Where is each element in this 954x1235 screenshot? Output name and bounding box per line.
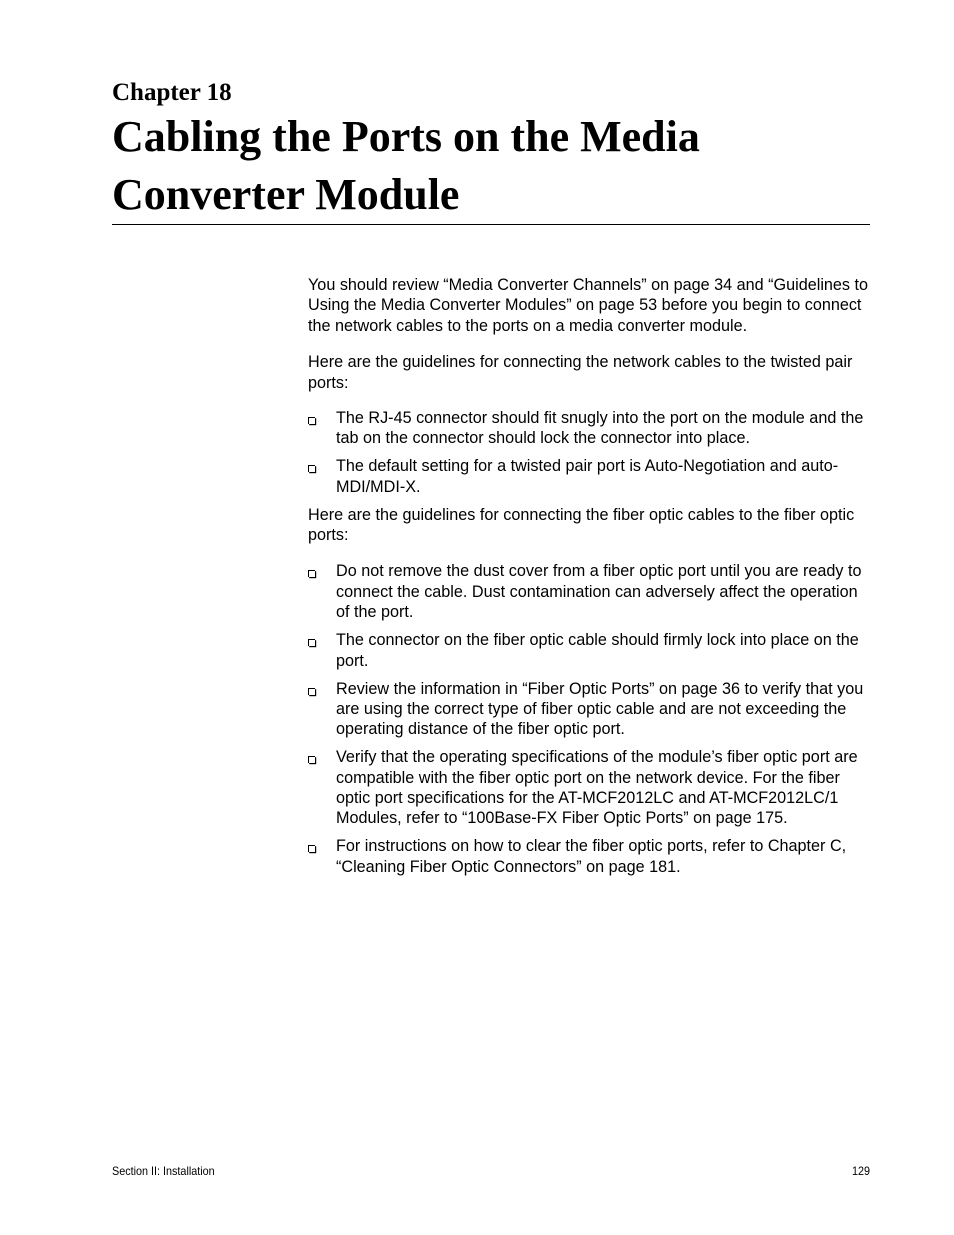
checkbox-bullet-icon xyxy=(308,679,322,699)
list-item-text: The connector on the fiber optic cable should firmly lock into place on the port. xyxy=(336,631,859,670)
checkbox-bullet-icon xyxy=(308,456,322,476)
chapter-title-line-1: Cabling the Ports on the Media xyxy=(112,112,700,161)
footer-page-number: 129 xyxy=(851,1164,870,1178)
chapter-title xyxy=(112,108,872,224)
twisted-pair-intro: Here are the guidelines for connecting the network cables to the twisted pair ports: xyxy=(308,353,853,392)
list-item-text: Review the information in “Fiber Optic Ports” on page 36 to verify that you are using the correct type of fiber optic cable and are not exceeding the operating distance of the fiber optic port. xyxy=(336,679,864,739)
list-item-text: The RJ-45 connector should fit snugly into the port on the module and the tab on the connector should lock the connector into place. xyxy=(336,409,864,448)
body-column xyxy=(308,275,872,885)
list-item xyxy=(308,679,872,740)
list-item xyxy=(308,456,872,497)
list-item-text: Do not remove the dust cover from a fiber optic port until you are ready to connect the cable. Dust contamination can adversely affect the operation of the port. xyxy=(336,562,862,622)
list-item xyxy=(308,630,872,671)
footer-section-label: Section II: Installation xyxy=(112,1164,215,1178)
twisted-pair-guidelines-list xyxy=(308,408,872,497)
list-item-text: For instructions on how to clear the fiber optic ports, refer to Chapter C, “Cleaning Fiber Optic Connectors” on page 181. xyxy=(336,837,847,876)
list-item-text: The default setting for a twisted pair port is Auto-Negotiation and auto-MDI/MDI-X. xyxy=(336,457,839,496)
intro-paragraph: You should review “Media Converter Channels” on page 34 and “Guidelines to Using the Media Converter Modules” on page 53 before you begin to connect the network cables to the ports on a media converter module. xyxy=(308,276,869,335)
list-item xyxy=(308,561,872,622)
list-item xyxy=(308,836,872,877)
checkbox-bullet-icon xyxy=(308,630,322,650)
checkbox-bullet-icon xyxy=(308,836,322,856)
fiber-optic-guidelines-list xyxy=(308,561,872,877)
list-item xyxy=(308,747,872,829)
title-divider xyxy=(112,224,870,225)
list-item-text: Verify that the operating specifications of the module’s fiber optic port are compatible with the fiber optic port on the network device. For the fiber optic port specifications for the AT-MCF2012LC and AT-MCF2012LC/1 Modules, refer to “100Base-FX Fiber Optic Ports” on page 175. xyxy=(336,748,858,828)
chapter-label: Chapter 18 xyxy=(112,79,232,106)
chapter-title-line-2: Converter Module xyxy=(112,170,460,219)
checkbox-bullet-icon xyxy=(308,747,322,767)
list-item xyxy=(308,408,872,449)
checkbox-bullet-icon xyxy=(308,561,322,581)
fiber-optic-intro: Here are the guidelines for connecting the fiber optic cables to the fiber optic ports: xyxy=(308,505,855,545)
checkbox-bullet-icon xyxy=(308,408,322,428)
